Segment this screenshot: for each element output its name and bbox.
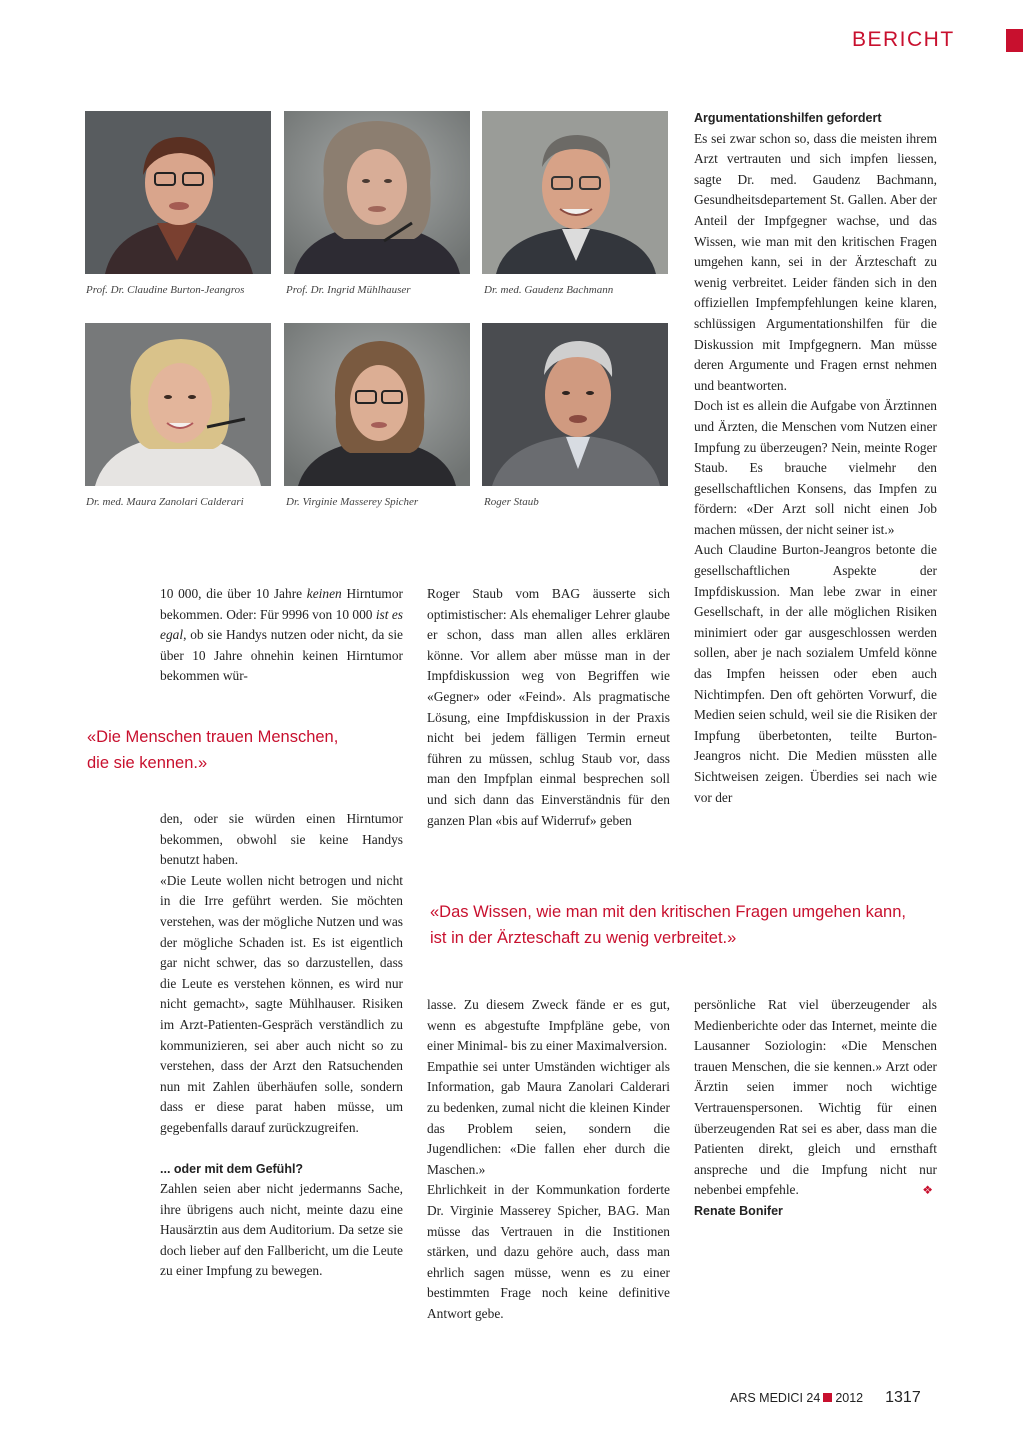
person-photo-icon — [482, 323, 668, 486]
author-byline: Renate Bonifer — [694, 1203, 783, 1218]
paragraph: Auch Claudine Burton-Jeangros betonte die gesellschaftlichen Aspekte der Impfdiskussion. Man lebe zwar in einer Gesellschaft, in der alle möglichen Risiken minimiert oder gar ausgeschlossen werden sollen, aber je nach sozialem Umfeld könne das Impfen heissen oder eben auch Nichtimpfen. Den oft gehörten Vorwurf, die Medien seien schuld, weil sie die Risiken der Impfung überbetonten, teilte Burton-Jeangros nicht. Die Medien müssten alle Sichtweisen zeigen. Überdies sei nach wie vor der — [694, 542, 937, 805]
end-mark-icon: ❖ — [922, 1183, 933, 1198]
footer-square-icon — [823, 1393, 832, 1402]
photo-burton-jeangros — [85, 111, 271, 274]
subheading: ... oder mit dem Gefühl? — [160, 1161, 304, 1176]
pull-quote-line: «Die Menschen trauen Menschen, — [87, 728, 339, 746]
column-1-body — [160, 809, 403, 1282]
paragraph: Doch ist es allein die Aufgabe von Ärztinnen und Ärzten, die Menschen vom Nutzen einer Impfung zu überzeugen? Nein, meinte Roger Staub. Es brauche vielmehr den gesellschaftlichen Konsens, das Impfen zu fördern: «Der Arzt soll nicht einen Job machen müssen, der nicht seiner ist.» — [694, 398, 937, 537]
section-title: BERICHT — [852, 28, 955, 51]
person-photo-icon — [85, 111, 271, 274]
paragraph — [694, 995, 937, 1201]
column-2-bottom — [427, 995, 670, 1325]
section-marker — [1006, 29, 1023, 52]
journal-year: 2012 — [835, 1391, 864, 1405]
text-run: 10 000, die über 10 Jahre — [160, 586, 307, 601]
journal-name: ARS MEDICI 24 — [730, 1391, 821, 1405]
photo-bachmann — [482, 111, 668, 274]
paragraph: den, oder sie würden einen Hirntumor bekommen, obwohl sie keine Handys benutzt haben. — [160, 811, 403, 868]
paragraph: Es sei zwar schon so, dass die meisten ihrem Arzt vertrauten und sich impfen liessen, sagte Dr. med. Gaudenz Bachmann, Gesundheitsdepartement St. Gallen. Aber der Anteil der Impfgegner wachse, und das Wissen, wie man mit den kritischen Fragen umgehen kann, sei in der Ärzteschaft zu wenig verbreitet. Leider fänden sich in den offiziellen Impfempfehlungen keine klaren, schlüssigen Argumentationshilfen für die Diskussion mit Impfgegnern. Man müsse deren Argumente und Fragen ernst nehmen und beantworten. — [694, 130, 937, 393]
photo-caption: Dr. Virginie Masserey Spicher — [286, 496, 419, 508]
pull-quote-line: ist in der Ärzteschaft zu wenig verbreitet.» — [430, 929, 737, 947]
paragraph: lasse. Zu diesem Zweck fände er es gut, wenn es abgestufte Impfpläne gebe, von einer Minimal- bis zu einer Maximalversion. — [427, 997, 670, 1054]
emphasis: ist es egal — [160, 606, 403, 643]
photo-caption: Prof. Dr. Ingrid Mühlhauser — [286, 284, 411, 296]
paragraph: Empathie sei unter Umständen wichtiger als Information, gab Maura Zanolari Calderari zu bedenken, zumal nicht die kleinen Kinder das Problem seien, sondern die Jugendlichen: «Die fallen eher durch die Maschen.» — [427, 1058, 670, 1177]
photo-caption: Prof. Dr. Claudine Burton-Jeangros — [86, 284, 245, 296]
photo-muehlhauser — [284, 111, 470, 274]
column-3-bottom — [694, 995, 937, 1222]
paragraph: Zahlen seien aber nicht jedermanns Sache, ihre übrigens auch nicht, meinte dazu eine Hausärztin aus dem Auditorium. Da setze sie doch lieber auf den Fallbericht, um die Leute zu einer Impfung zu bewegen. — [160, 1181, 403, 1279]
page-number: 1317 — [885, 1389, 921, 1406]
photo-masserey-spicher — [284, 323, 470, 486]
column-3-top — [694, 108, 937, 808]
pull-quote-1 — [87, 724, 407, 776]
person-photo-icon — [284, 323, 470, 486]
subheading: Argumentationshilfen gefordert — [694, 111, 882, 125]
text-run: persönliche Rat viel überzeugender als Medienberichte oder das Internet, meinte die Lausanner Soziologin: «Die Menschen trauen Menschen, die sie kennen.» Arzt oder Ärztin seien immer noch wichtige Vertrauenspersonen. Wichtig für einen überzeugenden Rat sei es aber, dass man die Patienten direkt, gleich und ernsthaft anspreche und die Impfung nicht nur nebenbei empfehle. — [694, 997, 937, 1198]
person-photo-icon — [482, 111, 668, 274]
pull-quote-2 — [430, 899, 950, 951]
photo-caption: Dr. med. Maura Zanolari Calderari — [86, 496, 244, 508]
pull-quote-line: «Das Wissen, wie man mit den kritischen Fragen umgehen kann, — [430, 903, 906, 921]
text-run: Hirntumor bekommen. Oder: Für 9996 von 10 000 — [160, 586, 403, 622]
photo-zanolari-calderari — [85, 323, 271, 486]
paragraph: Ehrlichkeit in der Kommunkation forderte Dr. Virginie Masserey Spicher, BAG. Man müsse das Vertrauen in die Institionen stärken, und dazu gehöre auch, dass man ehrlich sagen müsse, wenn es zu einer bestimmten Frage noch keine definitive Antwort gebe. — [427, 1182, 670, 1321]
text-run: , ob sie Handys nutzen oder nicht, da sie über 10 Jahre ohnehin keinen Hirntumor bekommen wür- — [160, 627, 403, 684]
page-footer — [730, 1389, 921, 1407]
person-photo-icon — [284, 111, 470, 274]
paragraph — [160, 584, 403, 687]
column-2-top — [427, 584, 670, 831]
person-photo-icon — [85, 323, 271, 486]
photo-caption: Roger Staub — [484, 496, 539, 508]
photo-caption: Dr. med. Gaudenz Bachmann — [484, 284, 614, 296]
paragraph: «Die Leute wollen nicht betrogen und nicht in die Irre geführt werden. Sie möchten verstehen, was der mögliche Nutzen und was der mögliche Schaden ist. Es ist eigentlich gar nicht schwer, das so darzustellen, dass die Leute es verstehen können, es wird nur nicht gemacht», sagte Mühlhauser. Risiken im Arzt-Patienten-Gespräch verständlich zu kommunizieren, sei aber auch nicht so zu verstehen, dass der Arzt den Ratsuchenden nun mit Zahlen überhäufen solle, sondern dass er diese parat haben müsse, um gegebenfalls darauf zurückzugreifen. — [160, 872, 403, 1135]
photo-staub — [482, 323, 668, 486]
pull-quote-line: die sie kennen.» — [87, 754, 208, 772]
column-1-top — [160, 584, 403, 687]
paragraph: Roger Staub vom BAG äusserte sich optimistischer: Als ehemaliger Lehrer glaube er schon, dass man allen alles erklären könne. Vor allem aber müsse man in der Impfdiskussion weg von Begriffen wie «Gegner» oder «Feind». Als pragmatische Lösung, eine Impfdiskussion in der Praxis nicht bei jedem fälligen Termin erneut führen zu müssen, schlug Staub vor, dass man den Impfplan einmal besprechen soll und sich dann das Einverständnis für den ganzen Plan «bis auf Widerruf» geben — [427, 586, 670, 828]
emphasis: keinen — [306, 586, 342, 601]
